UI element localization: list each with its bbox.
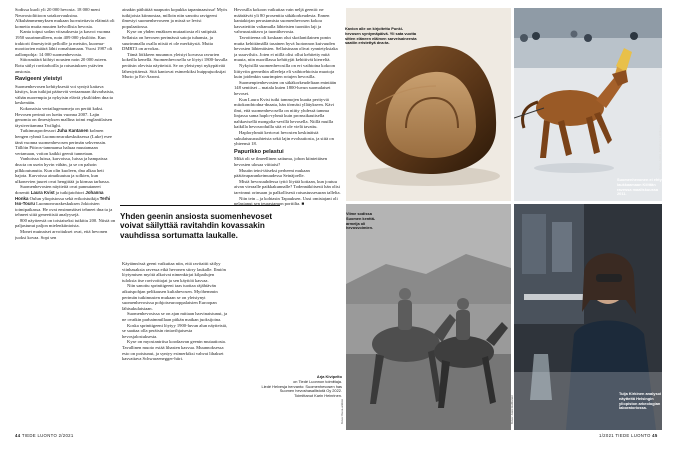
author-signature xyxy=(238,375,342,399)
paragraph: Käytännössä geeni vaikuttaa niin, että ravitaitti säilyy viinhasaksia ravessa eikä hevonen siirry laukalle. Ilmiön löytymisen myötä alkoivat nimenkirjat kilpailujen tuloksia itse ravivoittajat ja sen käyttöä kasvaa. xyxy=(122,261,226,283)
person-name: Juha Kantanen xyxy=(56,128,89,134)
paragraph: Niin tein – ja kohtasin Tapauksen. Uusi omistajani oli pelastanut sen teurastamon porttilta. ■ xyxy=(234,195,338,207)
hoof-photo-caption: Kavion alle on kirjoitettu Punki-hevosen syntymäpäivä. Yli sata vuotta sitten eläneen eläimen sarveisaineesta saatiin eristettyä dna:ta. xyxy=(345,26,417,46)
text-run: Oulun yliopistossa sekä erikoistutkija xyxy=(29,195,99,201)
issue-number: 2/2021 xyxy=(58,433,74,438)
soldiers-illustration xyxy=(346,204,511,430)
paragraph: Monet muinaiset arvoitukset ovat, että hevonen juoksi kovaa. Sopi sen xyxy=(15,229,108,240)
paragraph: 800 näytteestä on toistaiseksi tutkittu 200. Niistä on paljastunut paljon mielenkiintoista. xyxy=(15,217,116,229)
paragraph xyxy=(15,128,116,156)
author-name: Arja Kivipelto xyxy=(316,374,342,379)
person-name: Laura Kvist xyxy=(30,189,55,195)
soldiers-photo xyxy=(346,204,511,430)
person-name: Johanna Honka xyxy=(15,189,104,201)
paragraph: Kanta toipui sodan vitsauksesta ja kasvoi vuonna 1950 suurimmilleen, noin 409 000 yksilöön. Kun traktorit ilmestyivät pelloille ja metsiin, kuorma-moottorien määrä lähti romahtamaan. Vuosi 1987 oli aallonpohja: 14 000 suomenhevosta. xyxy=(15,29,113,57)
text-column-2-top xyxy=(122,7,228,195)
soldiers-photo-caption: Viime sodissa Suomen kenttä-armeija oli hevosvoimien. xyxy=(346,211,376,231)
text-run: ja tutkijatohtori xyxy=(55,189,85,195)
author-bio: on Tiedé Luonnon toimittaja. xyxy=(293,378,342,384)
text-run: Luonnonvarakeskuksen Jokioisten toimipaikassa. He ovat ensimmäiset tehneet dna:ta ja tehneet siitä geneettisiä analyysejä. xyxy=(15,201,113,218)
paragraph: Hevosilla kokoon vaikuttaa vain neljä geeniä: ne määräävät yli 80 prosenttia säkäkorkeudesta. Ennen kantakirjan perustamista suomenhevosen kokoa kasvatettiin valtamalla lähteisten tuontiin laji ja vahvuustaittava ja tuontihevosia. xyxy=(234,7,330,35)
paragraph: Mistä hevosuuhdessa tyttö löytää kotiaan, kun joutuu aivan vieraalle paikkakunnalle? Todennäköisesti hän olisi tarvinnut orinsaan ja palkollisesti ratsastussesuran tallelta. xyxy=(234,178,341,195)
paragraph: Koska sprinttigeeni löytyy 1900-luvun alun näytteistä, se saattaa olla peräisin rintavihjaisesta hevosjalostuksesta. xyxy=(122,322,228,339)
paragraph: Tavoitteena oli koskaan olut skotlantilainen ponin mutta kehittämällä tasainen hyvä luotonnon kuivuuden hevosten lähtenäisten. Sellaisinaan olivat rynnietyksiaka ja suurvilsiis. Joten ei niillä olisi ollut kehitetty mitä muuta, niin nuorillassa kehittyjät kehittivät kierreltä. xyxy=(234,34,338,63)
photo-credit: Kuva: Jukka Juntunen / Lehtikuva xyxy=(658,125,662,170)
paragraph: Suomenpienhevosten on säkäkorkeudeltaan enintään 148 senttiset – matala kuten 1800-luvun suomalaiset hevoset. xyxy=(234,79,337,96)
paragraph: Kyse on myostantriisa koodaavan geenin mutaatiosta. Tavallinen muoto estää lihasten kasvua. Muunnoksessa esto on poistunut, ja syntyy esimerkiksi vahvat lihakset kasvattava Schwarzenegger-hiiri. xyxy=(122,339,226,362)
magazine-name: TIEDE LUONTO xyxy=(615,433,651,438)
photo-credit: Kuva: Jussi Helttunen xyxy=(510,394,514,424)
source-line: Suomen hevoshasallistotä Oy 2022. xyxy=(279,388,342,394)
paragraph: Niin sanottu sprinttigeeni taas tuottaa räjähtävän aikuispohjan pelikausen kultahevosen. Myöhemmin perimän tutkimusten mukaan se on yleistynyt suomenhevosissa pohjoiseurooppalaisien Euroopan lähisukulaisiaan. xyxy=(122,283,218,311)
page-footer-right xyxy=(599,433,658,438)
page-number: 44 xyxy=(15,433,21,438)
paragraph: Haploryhmät kertovat hevosten keskinäistä sukulaisuussuhteista sekä lajin evoluutiosta, ja siitä on yhteensä 18. xyxy=(234,130,334,147)
paragraph: Kokonaisia vertailugenomeja on peräti kaksi. Hevosen perimä on luettu vuonna 2007. Lajin genomia on ilmestyksen mallina toimi englantilaisen täysiveritamma Twilight. xyxy=(15,106,113,128)
paragraph: Nykyisillä suomenhevosilla on eri vaihtoina kokoon liittyviin geeneihin alleeleja eli vaihtoehtoisia muotoja kuin joidenkin suurimpien rotujen hevosilla. xyxy=(234,62,336,80)
page-footer-left xyxy=(15,433,74,438)
subheading: Papurikko pelastui xyxy=(234,148,284,155)
paragraph xyxy=(15,184,116,218)
subheading: Ravigeeni yleistyi xyxy=(15,76,62,83)
text-column-1 xyxy=(15,7,116,407)
trotting-horse-illustration xyxy=(514,8,662,201)
paragraph: ainakin päihittää naapurin kopukka tapaninaasissa! Myös tutkijoista kiinnostaa, milloin niin sanottu ravigeeni ilmestyi suomenhevoseen ja missä se levisi populaatiossa. xyxy=(122,7,228,29)
paragraph: Sodissa kuoli yli 20 000 hevosta. 18 000 meni Neuvostoliittoon sotakorvauksina. Alkuhämmennyksen mukaan luovutettavia eläimiä oli kometta muita muuten kelvollisia hevosia. xyxy=(15,7,115,29)
magazine-name: TIEDE LUONTO xyxy=(21,433,58,438)
trotting-horse-photo xyxy=(514,8,662,201)
text-run: kolmen hengen ryhmä Luonnonvarakeskuksessa (Luke) esee tänä vuonna suomenhevosen perimän sekvenssin. Tällöin Piitrox-tammansa haluaa muutamaan vertamaan, voiton kaikki geenit tunnetaan. xyxy=(15,128,112,156)
text-column-2-bottom xyxy=(122,261,228,431)
paragraph: Vanhoissa luissa, karvoissa, luissa ja hampaissa dna:ta on usein hyvin vähän, ja se on pahoin pilkkoutunutta. Kun olin kuoleen, dna alkaa heti hajota. Karvoissa ainutkuutuu ja solkien, kun ulkonevien juuret ovat hengittää ja kirmaa tarhassa. xyxy=(15,156,110,184)
text-run: Suomenhevosten näytteitä ovat pannutaneet dosentti xyxy=(15,184,101,195)
trotting-horse-caption: Suomenhevonen ei ehtyi laukkaamaan Kiiittän ravessa maaliskuussa 2011. xyxy=(617,177,663,197)
pull-quote: Yhden geenin ansiosta suomenhevoset voivat säilyttää ravitahdin kovassakin vauhdissa sortumatta laukalle. xyxy=(120,205,280,240)
person-name: Terhi Iso-Touru xyxy=(15,195,111,207)
issue-number: 1/2021 xyxy=(599,433,614,438)
text-run: Tutkimusprofessori xyxy=(20,128,56,134)
text-column-3 xyxy=(234,7,342,367)
paragraph: Siitosmäärä kiihtyi nousten noin 20 000 asteen. Rotu säilyi ravitarhoilla ja ratsastuksen ystävien ansiosta. xyxy=(15,57,108,74)
page-number: 45 xyxy=(652,433,658,438)
paragraph: Suomenhevosen kehityksestä voi syntyä kattava käsitys, kun tutkijat pääsevät vertaamaan ikivarhaisia, vähän nuorempia ja nykyisin eläviä yksilöiden dna:ta keskenään. xyxy=(15,83,115,106)
source-line: Toimittanut Karin Heinrinen. xyxy=(294,393,342,399)
paragraph: Kun Laura Kvist tutki tammojen kuatta perityviä mitokondriodna-dnaata, hän törmäsi yllätykseen. Kävi ilmi, että suomenhevosella on niitty yhdessä tamma linjassa sama haplo-ryhmä kuin pronssikautisella nahkavisellä mongolia-sevillä hevosella. Niillä muilla kaikilla hevosroduilla sitä ei ole vielä tavattu. xyxy=(234,96,335,130)
paragraph: Mikä oli se ilmeellinen sattuma, johon kiinteitäsen hevosten ulosaa viittaisi? xyxy=(234,156,328,167)
paragraph: Tämä löikkeen muunnos yleistyi kovassa ravurien kokeilla kenellä. Suomenhevosella se löytyi 1800-luvulla peräisin olevista näytteistä. Se on yleistynyt nykypäivää lähestyttäessä. Sitä kantovat esimerkiksi huippujuoksijat Murto ja Eri-Aaroni. xyxy=(122,51,228,80)
paragraph: Muutin teini-täiseksi perheeni mukaan päätävaparankeimuudessa Seinäjoelle. xyxy=(234,167,310,179)
paragraph: Kyse on yhden emäksen mutaatiosta eli sniipistä. Sellaisia on hevosen perimässä satoja tuhansia, ja suurimmalla osalla niistä ei ole merkitystä. Mutta DMRT3 on arvokas. xyxy=(122,29,218,52)
source-line: Liedé Helvesja hervanto: Suomenhevosen has xyxy=(261,383,342,389)
photo-credit: Kuva: Kuva-arkisto xyxy=(340,398,344,424)
lab-photo-caption: Tuija Kirkinen analysoi näytteitä Helsingin yliopiston arkeologian laboratoriossa. xyxy=(619,391,662,411)
paragraph: Suomenhevosissa se on ajan mittaan harvinaistunut, ja ne ovatkin parhaimmillaan pitkän matkan juoksijoina. xyxy=(122,311,228,322)
